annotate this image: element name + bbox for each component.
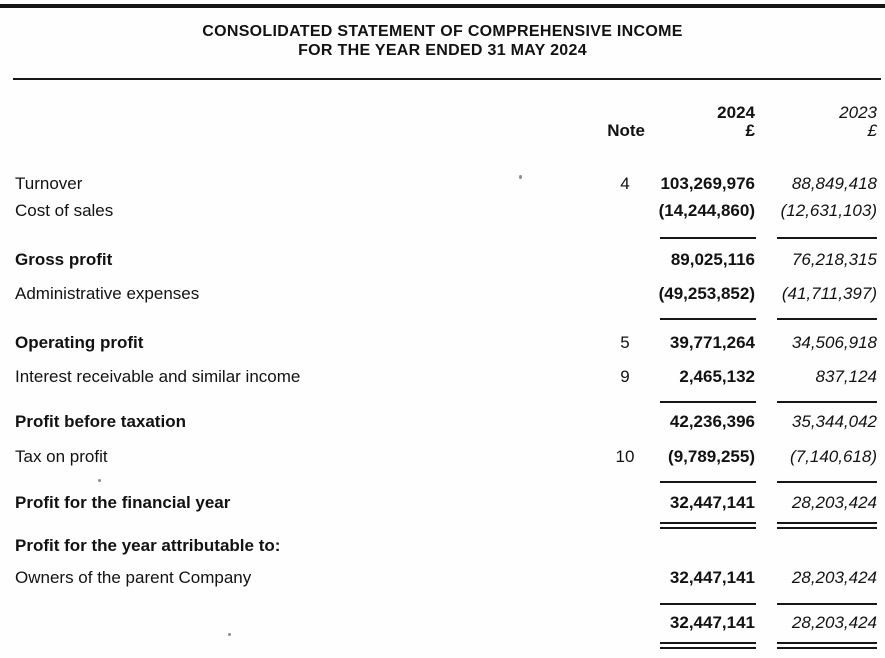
page-top-border	[0, 4, 885, 8]
table-header-units	[15, 121, 877, 141]
row-value-2023: 34,506,918	[791, 333, 877, 352]
table-row-profit-before-taxation	[15, 412, 877, 432]
row-value-2023: 28,203,424	[791, 493, 877, 512]
subtotal-rule-2024	[660, 318, 756, 320]
row-value-2024: 2,465,132	[679, 367, 755, 386]
statement-title-line2: FOR THE YEAR ENDED 31 MAY 2024	[298, 42, 587, 59]
statement-title	[0, 22, 885, 60]
grand-total-double-rule-2024	[660, 642, 756, 649]
table-row-cost-of-sales	[15, 201, 877, 221]
row-label: Interest receivable and similar income	[15, 367, 301, 386]
subtotal-rule-2023	[777, 237, 877, 239]
row-value-2024: 32,447,141	[669, 493, 755, 512]
row-value-2024: (49,253,852)	[658, 284, 755, 303]
row-label: Gross profit	[15, 250, 113, 269]
column-header-currency-2024: £	[745, 121, 755, 140]
subtotal-rule-2023	[777, 401, 877, 403]
row-value-2024: 89,025,116	[670, 250, 755, 269]
row-value-2024: 39,771,264	[669, 333, 755, 352]
row-value-2024: 32,447,141	[669, 568, 755, 587]
table-row-attributable-total	[15, 613, 877, 633]
table-row-tax-on-profit	[15, 447, 877, 467]
subtotal-rule-2023	[777, 481, 877, 483]
row-value-2024: (9,789,255)	[668, 447, 755, 466]
column-header-currency-2023: £	[867, 121, 877, 140]
table-row-interest-receivable	[15, 367, 877, 387]
row-value-2023: (7,140,618)	[790, 447, 877, 466]
scan-artifact	[519, 175, 522, 179]
table-header-years	[15, 103, 877, 123]
row-value-2023: 28,203,424	[791, 568, 877, 587]
row-value-2023: 76,218,315	[791, 250, 877, 269]
table-row-owners-of-parent	[15, 568, 877, 588]
title-divider-rule	[13, 78, 881, 80]
table-row-administrative-expenses	[15, 284, 877, 304]
grand-total-double-rule-2023	[777, 522, 877, 529]
row-label: Administrative expenses	[15, 284, 200, 303]
column-header-2023: 2023	[839, 103, 877, 122]
subtotal-rule-2024	[660, 481, 756, 483]
grand-total-double-rule-2024	[660, 522, 756, 529]
row-label: Tax on profit	[15, 447, 108, 466]
subtotal-rule-2023	[777, 603, 877, 605]
row-value-2024: (14,244,860)	[658, 201, 755, 220]
grand-total-double-rule-2023	[777, 642, 877, 649]
subtotal-rule-2023	[777, 318, 877, 320]
table-row-profit-for-financial-year	[15, 493, 877, 513]
row-value-2023: (41,711,397)	[781, 284, 877, 303]
statement-title-line1: CONSOLIDATED STATEMENT OF COMPREHENSIVE INCOME	[202, 23, 683, 40]
subtotal-rule-2024	[660, 237, 756, 239]
row-note: 5	[620, 333, 630, 352]
subtotal-rule-2024	[660, 401, 756, 403]
row-note: 4	[620, 174, 630, 193]
column-header-note: Note	[607, 121, 645, 140]
column-header-2024: 2024	[717, 103, 755, 122]
row-label: Profit for the financial year	[15, 493, 231, 512]
row-label: Profit before taxation	[15, 412, 186, 431]
row-value-2023: (12,631,103)	[780, 201, 877, 220]
row-value-2024: 42,236,396	[669, 412, 755, 431]
scan-artifact	[228, 633, 231, 636]
row-value-2023: 28,203,424	[791, 613, 877, 632]
row-label: Owners of the parent Company	[15, 568, 252, 587]
table-row-operating-profit	[15, 333, 877, 353]
row-label: Operating profit	[15, 333, 144, 352]
row-value-2023: 837,124	[815, 367, 877, 386]
row-value-2023: 88,849,418	[791, 174, 877, 193]
row-note: 10	[615, 447, 635, 466]
table-row-attributable-heading	[15, 536, 877, 556]
subtotal-rule-2024	[660, 603, 756, 605]
row-label: Profit for the year attributable to:	[15, 536, 281, 555]
row-value-2024: 103,269,976	[660, 174, 755, 193]
row-label: Cost of sales	[15, 201, 114, 220]
row-value-2023: 35,344,042	[791, 412, 877, 431]
table-row-gross-profit	[15, 250, 877, 270]
row-value-2024: 32,447,141	[669, 613, 755, 632]
row-label: Turnover	[15, 174, 83, 193]
row-note: 9	[620, 367, 630, 386]
scan-artifact	[98, 479, 101, 482]
table-row-turnover	[15, 174, 877, 194]
